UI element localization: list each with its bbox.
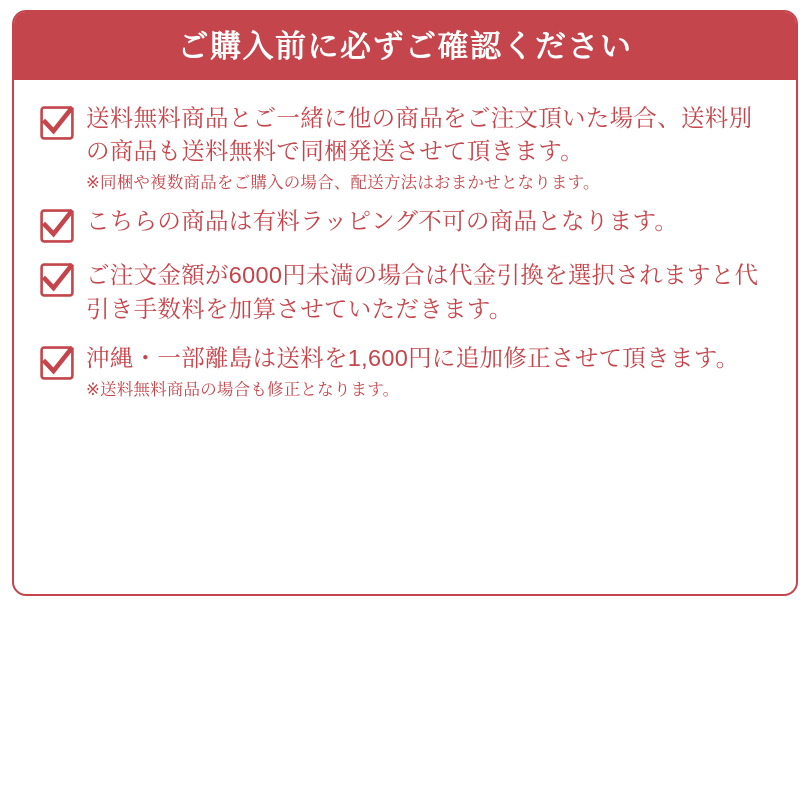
list-item-note-text: ※同梱や複数商品をご購入の場合、配送方法はおまかせとなります。: [86, 173, 600, 192]
list-item-note-text: ※送料無料商品の場合も修正となります。: [86, 380, 400, 399]
list-item-text: [86, 342, 770, 402]
list-item-text: [86, 102, 770, 195]
list-item-text: [86, 205, 770, 238]
notice-list: [14, 80, 796, 402]
page-title: ご購入前に必ずご確認ください: [177, 28, 633, 64]
check-icon: [40, 263, 74, 297]
list-item-main-text: ご注文金額が6000円未満の場合は代金引換を選択されますと代引き手数料を加算させていただきます。: [86, 262, 759, 322]
list-item-main-text: 沖縄・一部離島は送料を1,600円に追加修正させて頂きます。: [86, 345, 740, 372]
list-item: [40, 102, 770, 195]
check-icon: [40, 346, 74, 380]
check-icon: [40, 209, 74, 243]
check-icon: [40, 106, 74, 140]
list-item-text: [86, 259, 770, 326]
list-item: [40, 205, 770, 243]
list-item-main-text: こちらの商品は有料ラッピング不可の商品となります。: [86, 208, 679, 235]
list-item: [40, 342, 770, 402]
list-item: [40, 259, 770, 326]
notice-header: [14, 12, 796, 80]
list-item-main-text: 送料無料商品とご一緒に他の商品をご注文頂いた場合、送料別の商品も送料無料で同梱発送させて頂きます。: [86, 105, 753, 165]
purchase-notice-card: [12, 10, 798, 596]
